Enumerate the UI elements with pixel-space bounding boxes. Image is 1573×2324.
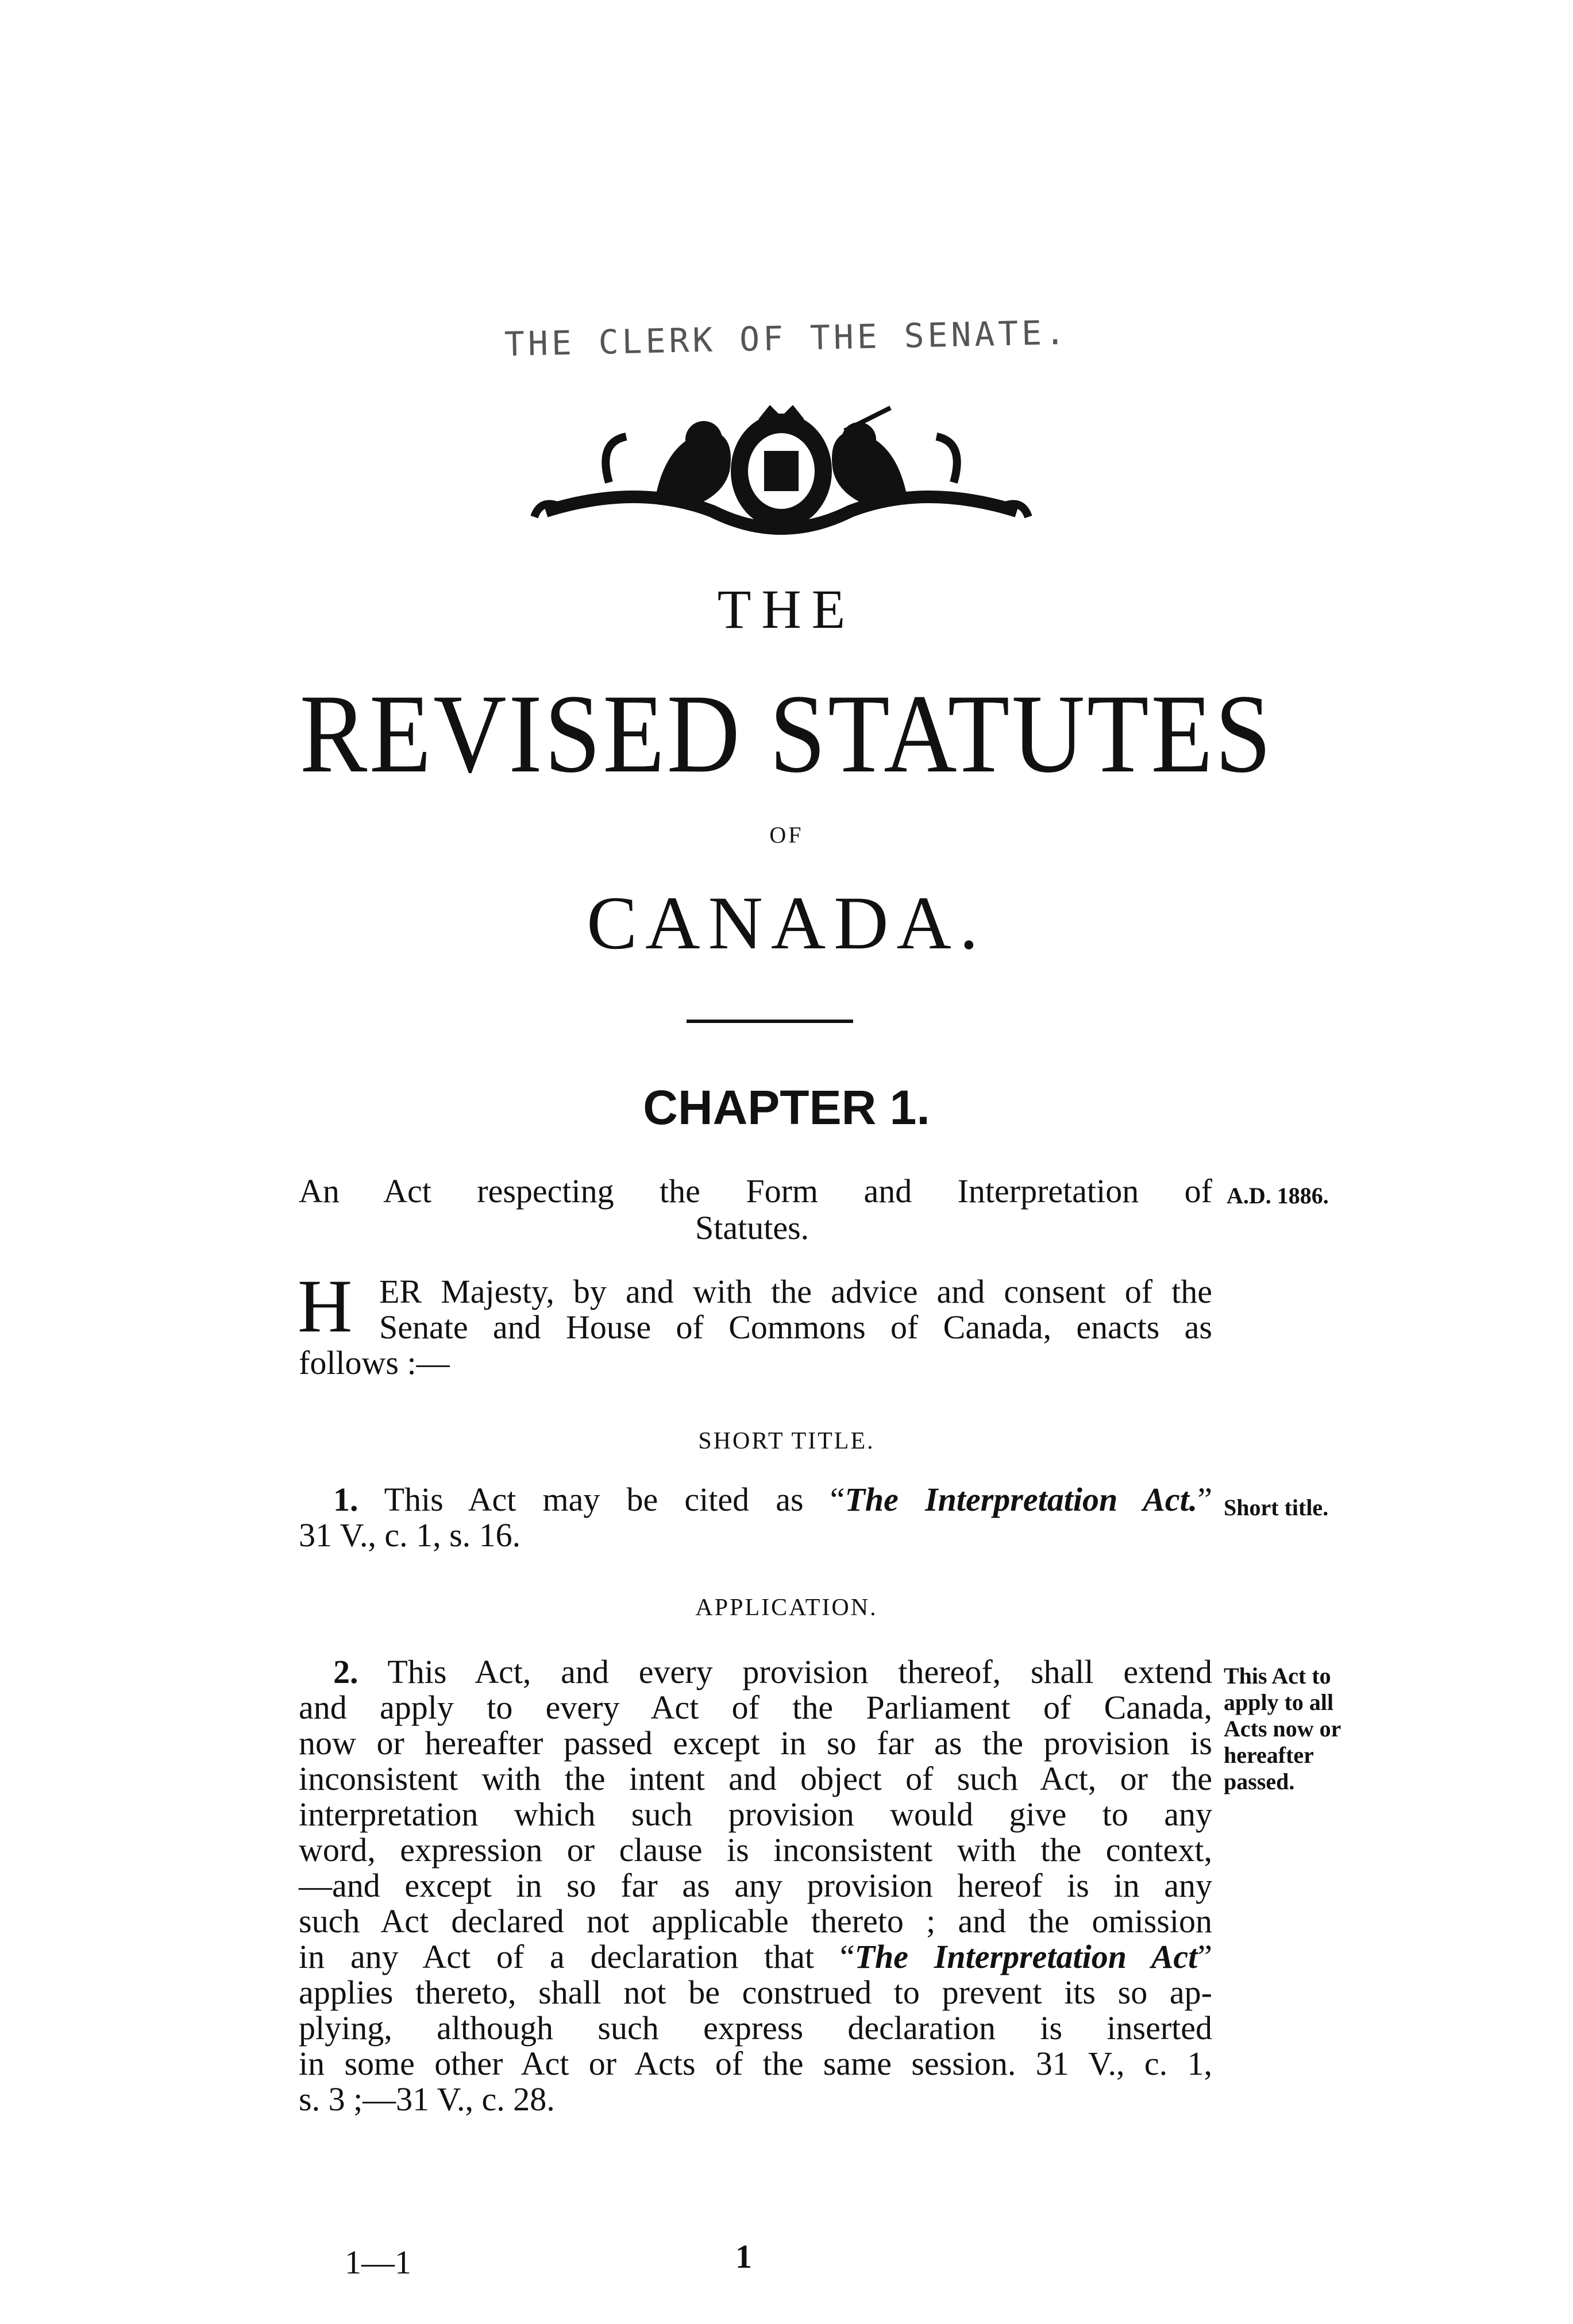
enacting-line3: follows :— [299, 1344, 450, 1381]
senate-clerk-stamp: THE CLERK OF THE SENATE. [504, 312, 1069, 364]
divider-rule [687, 1020, 853, 1023]
margin-application-line: passed. [1224, 1769, 1295, 1794]
section-1-line1 [299, 1482, 1212, 1518]
margin-application-line: Acts now or [1224, 1716, 1341, 1742]
section-2-line1 [299, 1654, 1212, 1690]
chapter-heading: CHAPTER 1. [643, 1080, 930, 1134]
short-title-heading: SHORT TITLE. [698, 1428, 875, 1454]
margin-short-title: Short title. [1224, 1495, 1329, 1520]
section-2 [299, 1654, 1212, 2117]
section-2-line2: and apply to every Act of the Parliament of Canada, [299, 1689, 1212, 1726]
section-2-number: 2. [333, 1653, 358, 1690]
title-of: OF [769, 822, 804, 848]
section-2-line7: —and except in so far as any provision hereof is in any [299, 1867, 1212, 1904]
margin-application-line: apply to all [1224, 1689, 1334, 1715]
page-number: 1 [735, 2238, 752, 2275]
margin-application [1224, 1663, 1396, 1795]
section-2-line13: s. 3 ;—31 V., c. 28. [299, 2080, 555, 2118]
enacting-line1: ER Majesty, by and with the advice and consent of the [379, 1273, 1212, 1310]
section-2-line9-a: in any Act of a declaration that “ [299, 1938, 855, 1975]
section-1-number: 1. [333, 1481, 358, 1518]
main-title: REVISED STATUTES [299, 671, 1274, 796]
section-2-line8: such Act declared not applicable thereto ; and the omission [299, 1902, 1212, 1940]
section-2-line5: interpretation which such provision would give to any [299, 1796, 1212, 1833]
margin-application-line: hereafter [1224, 1742, 1314, 1768]
title-country: CANADA. [587, 881, 986, 965]
section-1-line2: 31 V., c. 1, s. 16. [299, 1516, 521, 1554]
drop-cap: H [298, 1264, 353, 1348]
section-1-italic: The Interpretation Act. [845, 1481, 1198, 1518]
section-2-line11: plying, although such express declaration is inserted [299, 2009, 1212, 2047]
section-2-line12: in some other Act or Acts of the same session. 31 V., c. 1, [299, 2045, 1212, 2082]
application-heading: APPLICATION. [695, 1595, 878, 1621]
section-2-line10: applies thereto, shall not be construed to prevent its so ap- [299, 1974, 1212, 2011]
royal-coat-of-arms-icon [523, 396, 1040, 546]
section-1-text-a: This Act may be cited as “ [384, 1481, 845, 1518]
margin-date: A.D. 1886. [1227, 1183, 1329, 1209]
section-2-line6: word, expression or clause is inconsistent with the context, [299, 1831, 1212, 1869]
signature-mark: 1—1 [345, 2244, 411, 2281]
section-1 [299, 1482, 1212, 1553]
section-1-text-b: ” [1197, 1481, 1212, 1518]
margin-application-line: This Act to [1224, 1663, 1331, 1689]
act-title-line2: Statutes. [695, 1209, 809, 1246]
section-2-line3: now or hereafter passed except in so far as the provision is [299, 1724, 1212, 1762]
section-2-line9 [299, 1939, 1212, 1975]
act-title-line1: An Act respecting the Form and Interpretation of [299, 1172, 1212, 1210]
section-2-line1-text: This Act, and every provision thereof, shall extend [387, 1653, 1212, 1690]
section-2-line4: inconsistent with the intent and object of such Act, or the [299, 1760, 1212, 1797]
section-2-line9-italic: The Interpretation Act [854, 1938, 1198, 1975]
enacting-line2: Senate and House of Commons of Canada, enacts as [379, 1308, 1212, 1346]
title-the: THE [717, 578, 856, 640]
section-2-line9-b: ” [1197, 1938, 1212, 1975]
